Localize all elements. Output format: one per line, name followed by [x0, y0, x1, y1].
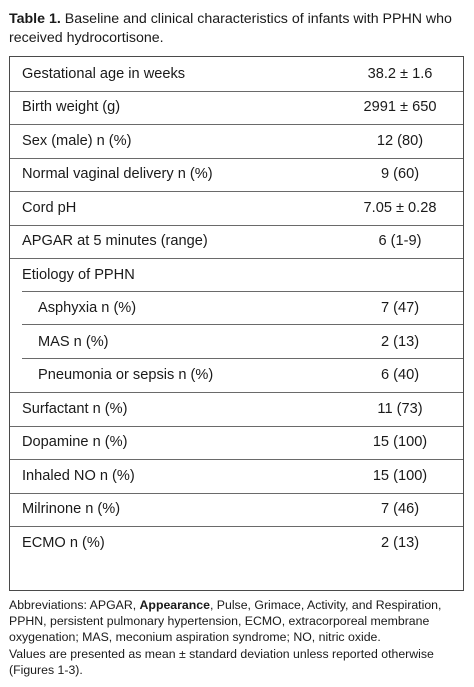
row-label: Birth weight (g): [22, 99, 121, 116]
characteristics-table: [9, 56, 464, 591]
row-value: 2 (13): [380, 333, 420, 350]
values-note: Values are presented as mean ± standard deviation unless reported otherwise (Figures 1-3).: [9, 646, 434, 677]
table-row: [10, 292, 463, 326]
table-row: [10, 225, 463, 260]
table-caption-label: Table 1.: [9, 11, 61, 27]
row-label: Inhaled NO n (%): [22, 467, 135, 484]
abbreviations-bold-term: Appearance: [139, 598, 210, 612]
row-label: ECMO n (%): [22, 534, 105, 551]
row-label: Cord pH: [22, 199, 77, 216]
row-value: 7.05 ± 0.28: [363, 199, 437, 216]
abbreviations-prefix: Abbreviations: APGAR,: [9, 598, 140, 612]
row-value: 12 (80): [376, 132, 424, 149]
section-label: Etiology of PPHN: [22, 266, 135, 283]
row-label: Milrinone n (%): [22, 501, 121, 518]
row-value: 2 (13): [380, 534, 420, 551]
table-row: [10, 57, 463, 92]
table-row-section-header: [10, 258, 463, 292]
row-label: Pneumonia or sepsis n (%): [38, 367, 214, 384]
row-value: 9 (60): [380, 166, 420, 183]
table-caption: [9, 10, 467, 48]
row-value: 6 (1-9): [378, 233, 422, 250]
row-value: 15 (100): [372, 434, 428, 451]
row-label: Gestational age in weeks: [22, 65, 186, 82]
abbreviations-suffix: , Pulse, Grimace, Activity, and Respiration, PPHN, persistent pulmonary hypertension, ECMO, extracorporeal membrane oxygenation; MAS, meconium aspiration syndrome; NO, nitric oxide.: [9, 598, 442, 645]
row-label: Sex (male) n (%): [22, 132, 132, 149]
row-label: MAS n (%): [38, 333, 109, 350]
table-row: [10, 392, 463, 427]
table-row: [10, 158, 463, 193]
row-value: 6 (40): [380, 367, 420, 384]
table-row: [10, 91, 463, 126]
table-row: [10, 526, 463, 560]
row-value: 11 (73): [377, 400, 423, 417]
row-label: Dopamine n (%): [22, 434, 128, 451]
row-label: Normal vaginal delivery n (%): [22, 166, 213, 183]
row-value: 15 (100): [372, 467, 428, 484]
table-row: [10, 426, 463, 461]
table-row: [10, 191, 463, 226]
row-value: 7 (46): [380, 501, 420, 518]
table-caption-text: Baseline and clinical characteristics of infants with PPHN who received hydrocortisone.: [9, 11, 452, 46]
row-label: Asphyxia n (%): [38, 300, 137, 317]
table-footnote: [9, 597, 471, 678]
row-label: APGAR at 5 minutes (range): [22, 233, 208, 250]
table-row: [10, 124, 463, 159]
row-value: 7 (47): [380, 300, 420, 317]
table-row: [10, 493, 463, 528]
table-row: [10, 325, 463, 359]
table-row: [10, 359, 463, 394]
row-value: 38.2 ± 1.6: [367, 65, 433, 82]
table-row: [10, 459, 463, 494]
row-label: Surfactant n (%): [22, 400, 128, 417]
row-value: 2991 ± 650: [363, 99, 437, 116]
abbreviations-note: [9, 597, 471, 646]
